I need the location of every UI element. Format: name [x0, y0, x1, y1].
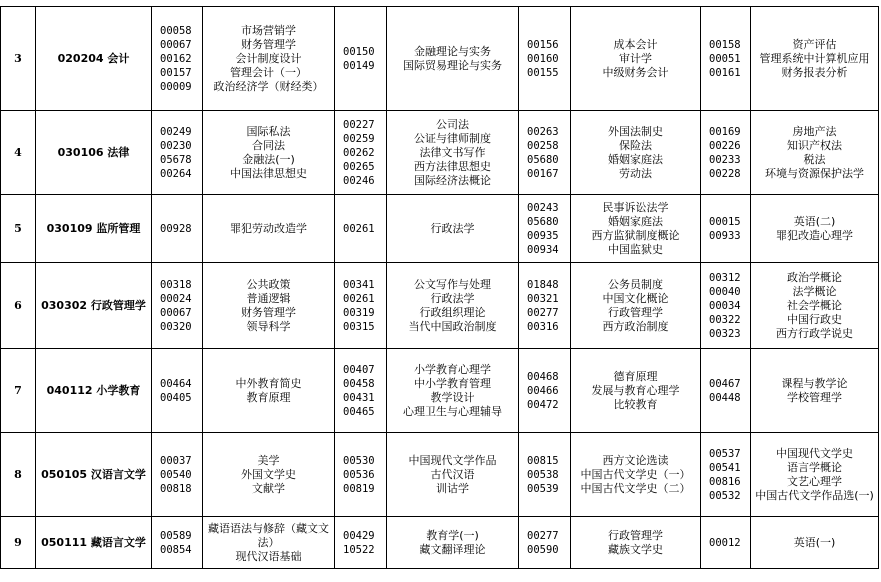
course-codes [335, 7, 387, 111]
course-code: 00407 [343, 363, 375, 376]
course-name: 民事诉讼法学 [602, 200, 669, 214]
row-number: 4 [1, 111, 36, 195]
course-name: 会计制度设计 [235, 51, 302, 65]
course-code: 00009 [160, 80, 192, 93]
course-code: 00465 [343, 405, 375, 418]
course-names [387, 7, 519, 111]
course-code: 00590 [527, 543, 559, 556]
course-code: 00262 [343, 146, 375, 159]
course-name: 劳动法 [619, 166, 652, 180]
course-code: 10522 [343, 543, 375, 556]
course-code: 00051 [709, 52, 741, 65]
course-name: 当代中国政治制度 [408, 319, 497, 333]
course-code: 00264 [160, 167, 192, 180]
course-names [203, 517, 335, 569]
course-name: 中国法律思想史 [230, 166, 307, 180]
course-code: 00161 [709, 66, 741, 79]
course-names [571, 349, 701, 433]
course-name: 中国文化概论 [602, 291, 669, 305]
course-name: 中国古代文学史（一） [580, 467, 691, 481]
course-codes [335, 195, 387, 263]
course-name: 教育学(一) [426, 528, 479, 542]
course-code: 00149 [343, 59, 375, 72]
course-code: 00156 [527, 38, 559, 51]
course-code: 00532 [709, 489, 741, 502]
course-name: 合同法 [252, 138, 285, 152]
course-name: 审计学 [619, 51, 652, 65]
course-name: 行政法学 [430, 291, 475, 305]
course-name: 婚姻家庭法 [608, 152, 663, 166]
course-name: 法律文书写作 [419, 145, 486, 159]
course-name: 教学设计 [430, 390, 475, 404]
course-name: 美学 [257, 453, 280, 467]
course-codes [701, 349, 751, 433]
course-code: 00015 [709, 215, 741, 228]
course-names [751, 433, 879, 517]
course-name: 小学教育心理学 [414, 362, 491, 376]
major-name: 030109 监所管理 [36, 195, 152, 263]
course-name: 中级财务会计 [602, 65, 669, 79]
course-name: 市场营销学 [241, 23, 296, 37]
course-name: 藏语语法与修辞（藏文文法） [208, 521, 329, 549]
course-code: 00466 [527, 384, 559, 397]
course-code: 00320 [160, 320, 192, 333]
course-name: 中外教育简史 [235, 376, 302, 390]
row-number: 5 [1, 195, 36, 263]
course-code: 00261 [343, 222, 375, 235]
course-code: 00429 [343, 529, 375, 542]
course-code: 00928 [160, 222, 192, 235]
course-code: 00464 [160, 377, 192, 390]
course-code: 00230 [160, 139, 192, 152]
course-names [571, 195, 701, 263]
course-names [203, 349, 335, 433]
course-codes [335, 349, 387, 433]
course-code: 00467 [709, 377, 741, 390]
course-names [571, 7, 701, 111]
course-code: 00162 [160, 52, 192, 65]
row-number: 8 [1, 433, 36, 517]
course-name: 婚姻家庭法 [608, 214, 663, 228]
course-name: 法学概论 [792, 284, 837, 298]
row-number: 3 [1, 7, 36, 111]
course-code: 00277 [527, 529, 559, 542]
course-code: 00540 [160, 468, 192, 481]
major-name: 030302 行政管理学 [36, 263, 152, 349]
course-name: 藏文翻译理论 [419, 542, 486, 556]
course-codes [701, 7, 751, 111]
course-name: 西方文论选读 [602, 453, 669, 467]
course-code: 00468 [527, 370, 559, 383]
course-codes [152, 517, 203, 569]
course-names [571, 433, 701, 517]
course-name: 中国古代文学史（二） [580, 481, 691, 495]
course-codes [519, 517, 571, 569]
course-name: 中国古代文学作品选(一) [755, 488, 874, 502]
course-name: 英语(一) [793, 535, 836, 549]
course-code: 00167 [527, 167, 559, 180]
course-codes [335, 111, 387, 195]
course-name: 教育原理 [246, 390, 291, 404]
course-name: 金融法(一) [242, 152, 295, 166]
course-names [203, 111, 335, 195]
course-name: 领导科学 [246, 319, 291, 333]
course-name: 财务管理学 [241, 305, 296, 319]
table-row [1, 7, 879, 111]
course-code: 00538 [527, 468, 559, 481]
course-names [571, 517, 701, 569]
course-name: 保险法 [619, 138, 652, 152]
course-code: 00040 [709, 285, 741, 298]
course-name: 公务员制度 [608, 277, 663, 291]
course-codes [519, 7, 571, 111]
course-name: 财务管理学 [241, 37, 296, 51]
table-row [1, 111, 879, 195]
table-row [1, 195, 879, 263]
course-codes [519, 349, 571, 433]
course-codes [701, 195, 751, 263]
course-names [203, 195, 335, 263]
course-name: 中国行政史 [787, 312, 842, 326]
course-names [751, 517, 879, 569]
course-name: 西方政治制度 [602, 319, 669, 333]
course-name: 语言学概论 [787, 460, 842, 474]
course-names [751, 349, 879, 433]
table-body [1, 7, 879, 569]
course-code: 00227 [343, 118, 375, 131]
course-name: 行政法学 [430, 221, 475, 235]
course-names [387, 433, 519, 517]
course-code: 01848 [527, 278, 559, 291]
course-code: 00067 [160, 38, 192, 51]
row-number: 6 [1, 263, 36, 349]
course-names [387, 349, 519, 433]
course-name: 知识产权法 [787, 138, 842, 152]
course-name: 比较教育 [613, 397, 658, 411]
course-name: 国际贸易理论与实务 [403, 58, 502, 72]
course-name: 现代汉语基础 [235, 549, 302, 563]
course-names [751, 195, 879, 263]
course-name: 资产评估 [792, 37, 837, 51]
course-code: 00315 [343, 320, 375, 333]
course-codes [701, 433, 751, 517]
course-code: 00277 [527, 306, 559, 319]
course-codes [335, 263, 387, 349]
course-code: 00263 [527, 125, 559, 138]
course-codes [519, 195, 571, 263]
course-name: 课程与教学论 [781, 376, 848, 390]
course-names [751, 111, 879, 195]
course-code: 00319 [343, 306, 375, 319]
course-code: 00265 [343, 160, 375, 173]
course-name: 中国现代文学作品 [408, 453, 497, 467]
course-name: 外国法制史 [608, 124, 663, 138]
course-code: 00318 [160, 278, 192, 291]
course-names [387, 517, 519, 569]
course-name: 中国监狱史 [608, 242, 663, 256]
course-name: 公共政策 [246, 277, 291, 291]
course-name: 普通逻辑 [246, 291, 291, 305]
course-code: 00321 [527, 292, 559, 305]
course-name: 管理会计（一） [230, 65, 307, 79]
course-code: 00536 [343, 468, 375, 481]
course-name: 政治经济学（财经类） [213, 79, 324, 93]
course-code: 00226 [709, 139, 741, 152]
course-codes [519, 111, 571, 195]
course-name: 德育原理 [613, 369, 658, 383]
major-name: 020204 会计 [36, 7, 152, 111]
course-code: 05680 [527, 153, 559, 166]
course-name: 文艺心理学 [787, 474, 842, 488]
course-name: 社会学概论 [787, 298, 842, 312]
course-name: 行政组织理论 [419, 305, 486, 319]
course-code: 00816 [709, 475, 741, 488]
course-code: 00024 [160, 292, 192, 305]
course-code: 00448 [709, 391, 741, 404]
course-name: 英语(二) [793, 214, 836, 228]
course-code: 00341 [343, 278, 375, 291]
course-code: 00058 [160, 24, 192, 37]
course-code: 00157 [160, 66, 192, 79]
course-name: 心理卫生与心理辅导 [403, 404, 502, 418]
course-code: 00472 [527, 398, 559, 411]
course-names [571, 111, 701, 195]
course-code: 00589 [160, 529, 192, 542]
row-number: 9 [1, 517, 36, 569]
row-number: 7 [1, 349, 36, 433]
course-code: 00261 [343, 292, 375, 305]
course-codes [519, 433, 571, 517]
course-code: 00815 [527, 454, 559, 467]
table-row [1, 349, 879, 433]
course-code: 00012 [709, 536, 741, 549]
course-names [751, 263, 879, 349]
course-code: 00160 [527, 52, 559, 65]
course-code: 05678 [160, 153, 192, 166]
course-code: 00935 [527, 229, 559, 242]
course-names [203, 433, 335, 517]
course-names [387, 195, 519, 263]
course-code: 00233 [709, 153, 741, 166]
course-code: 00933 [709, 229, 741, 242]
course-name: 国际经济法概论 [414, 173, 491, 187]
course-name: 公文写作与处理 [414, 277, 491, 291]
course-code: 00818 [160, 482, 192, 495]
course-codes [152, 7, 203, 111]
course-name: 外国文学史 [241, 467, 296, 481]
course-code: 00934 [527, 243, 559, 256]
course-code: 00323 [709, 327, 741, 340]
course-name: 房地产法 [792, 124, 837, 138]
course-names [751, 7, 879, 111]
course-code: 00150 [343, 45, 375, 58]
table-row [1, 263, 879, 349]
course-name: 训诂学 [436, 481, 469, 495]
course-codes [701, 517, 751, 569]
course-code: 00037 [160, 454, 192, 467]
course-names [571, 263, 701, 349]
course-code: 00259 [343, 132, 375, 145]
course-code: 05680 [527, 215, 559, 228]
course-code: 00431 [343, 391, 375, 404]
major-name: 040112 小学教育 [36, 349, 152, 433]
course-name: 行政管理学 [608, 528, 663, 542]
table-row [1, 433, 879, 517]
course-name: 西方监狱制度概论 [591, 228, 680, 242]
course-names [203, 7, 335, 111]
course-name: 中国现代文学史 [776, 446, 853, 460]
exam-schedule-table [0, 6, 879, 569]
major-name: 030106 法律 [36, 111, 152, 195]
course-name: 公司法 [436, 117, 469, 131]
course-code: 00246 [343, 174, 375, 187]
course-code: 00034 [709, 299, 741, 312]
course-names [387, 263, 519, 349]
course-code: 00169 [709, 125, 741, 138]
course-name: 成本会计 [613, 37, 658, 51]
course-code: 00405 [160, 391, 192, 404]
course-code: 00541 [709, 461, 741, 474]
course-code: 00537 [709, 447, 741, 460]
course-code: 00155 [527, 66, 559, 79]
course-code: 00316 [527, 320, 559, 333]
course-codes [152, 111, 203, 195]
course-name: 税法 [803, 152, 826, 166]
course-codes [152, 195, 203, 263]
course-name: 财务报表分析 [781, 65, 848, 79]
course-name: 藏族文学史 [608, 542, 663, 556]
course-code: 00458 [343, 377, 375, 390]
course-code: 00249 [160, 125, 192, 138]
course-name: 行政管理学 [608, 305, 663, 319]
course-codes [152, 349, 203, 433]
course-codes [152, 263, 203, 349]
course-name: 西方法律思想史 [414, 159, 491, 173]
course-code: 00258 [527, 139, 559, 152]
course-name: 西方行政学说史 [776, 326, 853, 340]
course-name: 金融理论与实务 [414, 44, 491, 58]
table-row [1, 517, 879, 569]
course-code: 00158 [709, 38, 741, 51]
course-codes [152, 433, 203, 517]
course-name: 公证与律师制度 [414, 131, 491, 145]
course-name: 罪犯改造心理学 [776, 228, 853, 242]
course-codes [519, 263, 571, 349]
course-names [387, 111, 519, 195]
course-name: 中小学教育管理 [414, 376, 491, 390]
course-code: 00819 [343, 482, 375, 495]
course-codes [335, 433, 387, 517]
course-name: 罪犯劳动改造学 [230, 221, 307, 235]
course-names [203, 263, 335, 349]
course-code: 00854 [160, 543, 192, 556]
course-name: 环境与资源保护法学 [765, 166, 864, 180]
course-name: 国际私法 [246, 124, 291, 138]
course-code: 00322 [709, 313, 741, 326]
course-codes [701, 263, 751, 349]
course-code: 00530 [343, 454, 375, 467]
course-codes [335, 517, 387, 569]
course-name: 管理系统中计算机应用 [759, 51, 870, 65]
course-name: 政治学概论 [787, 270, 842, 284]
course-name: 文献学 [252, 481, 285, 495]
major-name: 050111 藏语言文学 [36, 517, 152, 569]
course-name: 学校管理学 [787, 390, 842, 404]
course-codes [701, 111, 751, 195]
major-name: 050105 汉语言文学 [36, 433, 152, 517]
course-code: 00312 [709, 271, 741, 284]
course-name: 古代汉语 [430, 467, 475, 481]
course-code: 00243 [527, 201, 559, 214]
course-code: 00228 [709, 167, 741, 180]
course-code: 00539 [527, 482, 559, 495]
course-name: 发展与教育心理学 [591, 383, 680, 397]
course-code: 00067 [160, 306, 192, 319]
